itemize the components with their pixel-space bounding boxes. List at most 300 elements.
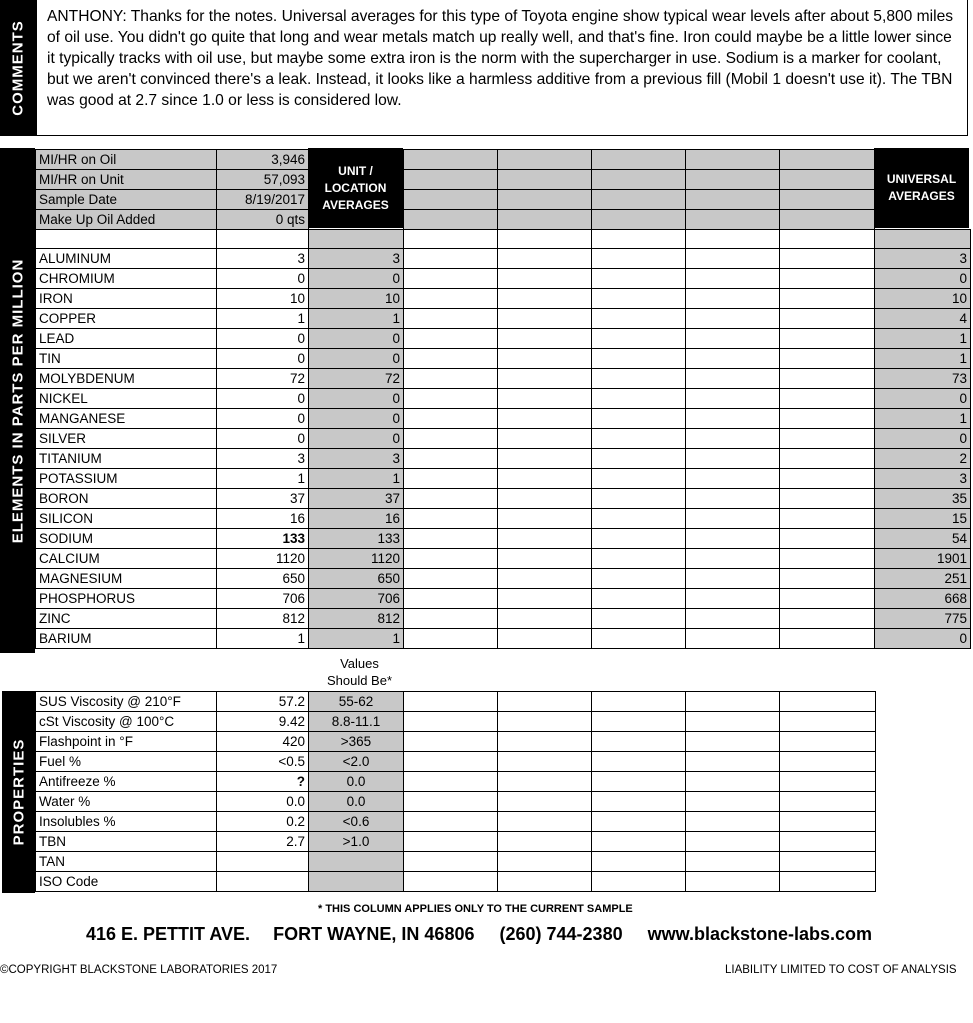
empty-cell	[592, 309, 686, 329]
empty-cell	[686, 289, 780, 309]
element-unit-average: 1	[309, 309, 404, 329]
empty-cell	[686, 389, 780, 409]
property-value: 9.42	[217, 712, 309, 732]
empty-cell	[780, 269, 875, 289]
properties-table	[35, 691, 876, 892]
property-value: 2.7	[217, 832, 309, 852]
table-row	[36, 692, 876, 712]
property-value	[217, 852, 309, 872]
element-sample-value: 0	[217, 389, 309, 409]
empty-cell	[780, 792, 876, 812]
empty-cell	[404, 409, 498, 429]
empty-cell	[780, 230, 875, 249]
property-name: Antifreeze %	[36, 772, 217, 792]
property-value: <0.5	[217, 752, 309, 772]
empty-cell	[592, 210, 686, 230]
empty-cell	[498, 369, 592, 389]
table-row	[36, 489, 971, 509]
element-sample-value: 37	[217, 489, 309, 509]
address-phone: (260) 744-2380	[499, 924, 623, 944]
empty-cell	[875, 230, 971, 249]
empty-cell	[592, 629, 686, 649]
empty-cell	[592, 692, 686, 712]
empty-cell	[780, 772, 876, 792]
element-name: SILICON	[36, 509, 217, 529]
header-space	[309, 170, 404, 190]
table-row	[36, 469, 971, 489]
empty-cell	[686, 732, 780, 752]
property-should-be: >365	[309, 732, 404, 752]
property-value: 0.0	[217, 792, 309, 812]
empty-cell	[404, 792, 498, 812]
element-sample-value: 72	[217, 369, 309, 389]
element-sample-value: 10	[217, 289, 309, 309]
empty-cell	[404, 429, 498, 449]
element-universal-average: 775	[875, 609, 971, 629]
property-name: Flashpoint in °F	[36, 732, 217, 752]
empty-cell	[217, 230, 309, 249]
element-name: ALUMINUM	[36, 249, 217, 269]
empty-cell	[686, 529, 780, 549]
element-sample-value: 0	[217, 429, 309, 449]
table-row	[36, 752, 876, 772]
element-unit-average: 1120	[309, 549, 404, 569]
element-unit-average: 133	[309, 529, 404, 549]
element-name: SILVER	[36, 429, 217, 449]
element-unit-average: 10	[309, 289, 404, 309]
info-value: 8/19/2017	[217, 190, 309, 210]
empty-cell	[592, 269, 686, 289]
property-should-be	[309, 852, 404, 872]
property-name: Insolubles %	[36, 812, 217, 832]
empty-cell	[592, 150, 686, 170]
element-sample-value: 133	[217, 529, 309, 549]
empty-cell	[780, 489, 875, 509]
empty-cell	[404, 389, 498, 409]
empty-cell	[404, 289, 498, 309]
elements-table	[35, 149, 971, 649]
property-name: ISO Code	[36, 872, 217, 892]
empty-cell	[686, 812, 780, 832]
table-row	[36, 409, 971, 429]
empty-cell	[780, 389, 875, 409]
empty-cell	[592, 872, 686, 892]
element-sample-value: 0	[217, 349, 309, 369]
element-unit-average: 3	[309, 249, 404, 269]
element-universal-average: 35	[875, 489, 971, 509]
info-label: Sample Date	[36, 190, 217, 210]
empty-cell	[780, 349, 875, 369]
property-value	[217, 872, 309, 892]
table-row	[36, 852, 876, 872]
empty-cell	[404, 210, 498, 230]
empty-cell	[780, 712, 876, 732]
empty-cell	[686, 792, 780, 812]
empty-cell	[498, 549, 592, 569]
empty-cell	[592, 369, 686, 389]
table-row	[36, 289, 971, 309]
unit-location-averages-header: UNIT / LOCATION AVERAGES	[308, 148, 403, 228]
element-name: CHROMIUM	[36, 269, 217, 289]
empty-cell	[686, 170, 780, 190]
empty-cell	[686, 409, 780, 429]
table-row	[36, 269, 971, 289]
element-unit-average: 0	[309, 429, 404, 449]
empty-cell	[780, 692, 876, 712]
element-universal-average: 668	[875, 589, 971, 609]
values-should-be-label: Values Should Be*	[326, 656, 393, 688]
empty-cell	[592, 549, 686, 569]
empty-cell	[592, 812, 686, 832]
empty-cell	[592, 732, 686, 752]
address-street: 416 E. PETTIT AVE.	[86, 924, 251, 944]
property-name: TBN	[36, 832, 217, 852]
empty-cell	[498, 609, 592, 629]
liability-text: LIABILITY LIMITED TO COST OF ANALYSIS	[725, 964, 957, 976]
table-row	[36, 832, 876, 852]
empty-cell	[592, 429, 686, 449]
empty-cell	[498, 469, 592, 489]
empty-cell	[780, 832, 876, 852]
property-name: TAN	[36, 852, 217, 872]
info-row	[36, 170, 971, 190]
element-name: MANGANESE	[36, 409, 217, 429]
empty-cell	[592, 389, 686, 409]
empty-cell	[686, 190, 780, 210]
empty-cell	[686, 772, 780, 792]
info-row	[36, 210, 971, 230]
empty-cell	[404, 629, 498, 649]
empty-cell	[686, 629, 780, 649]
empty-cell	[592, 529, 686, 549]
element-universal-average: 54	[875, 529, 971, 549]
column-note: * THIS COLUMN APPLIES ONLY TO THE CURRENT SAMPLE	[318, 903, 633, 915]
empty-cell	[498, 772, 592, 792]
element-sample-value: 0	[217, 329, 309, 349]
element-universal-average: 0	[875, 629, 971, 649]
empty-cell	[780, 529, 875, 549]
table-row	[36, 309, 971, 329]
property-should-be: 0.0	[309, 772, 404, 792]
empty-cell	[498, 812, 592, 832]
table-row	[36, 872, 876, 892]
address-city: FORT WAYNE, IN 46806	[273, 924, 475, 944]
empty-cell	[498, 832, 592, 852]
property-name: Water %	[36, 792, 217, 812]
empty-cell	[592, 589, 686, 609]
empty-cell	[498, 509, 592, 529]
empty-cell	[404, 852, 498, 872]
empty-cell	[404, 772, 498, 792]
empty-cell	[498, 249, 592, 269]
element-universal-average: 4	[875, 309, 971, 329]
info-value: 3,946	[217, 150, 309, 170]
empty-cell	[592, 349, 686, 369]
table-row	[36, 449, 971, 469]
empty-cell	[404, 329, 498, 349]
empty-cell	[686, 369, 780, 389]
element-sample-value: 1	[217, 469, 309, 489]
empty-cell	[686, 230, 780, 249]
element-name: ZINC	[36, 609, 217, 629]
element-sample-value: 0	[217, 269, 309, 289]
property-should-be: <0.6	[309, 812, 404, 832]
empty-cell	[498, 349, 592, 369]
element-unit-average: 37	[309, 489, 404, 509]
lab-address	[86, 924, 872, 945]
empty-cell	[404, 712, 498, 732]
element-name: TIN	[36, 349, 217, 369]
empty-cell	[686, 589, 780, 609]
empty-cell	[498, 389, 592, 409]
empty-cell	[498, 150, 592, 170]
empty-cell	[592, 752, 686, 772]
empty-cell	[686, 249, 780, 269]
element-name: COPPER	[36, 309, 217, 329]
empty-cell	[686, 429, 780, 449]
table-row	[36, 792, 876, 812]
element-name: MOLYBDENUM	[36, 369, 217, 389]
empty-cell	[686, 569, 780, 589]
empty-cell	[592, 449, 686, 469]
property-value: ?	[217, 772, 309, 792]
empty-cell	[404, 529, 498, 549]
empty-cell	[780, 752, 876, 772]
empty-cell	[780, 329, 875, 349]
empty-cell	[404, 589, 498, 609]
element-universal-average: 0	[875, 429, 971, 449]
empty-cell	[592, 329, 686, 349]
property-should-be: <2.0	[309, 752, 404, 772]
empty-cell	[686, 469, 780, 489]
element-unit-average: 72	[309, 369, 404, 389]
element-name: BORON	[36, 489, 217, 509]
table-row	[36, 712, 876, 732]
empty-cell	[498, 589, 592, 609]
elements-side-label: ELEMENTS IN PARTS PER MILLION	[0, 148, 35, 653]
empty-cell	[592, 569, 686, 589]
empty-cell	[498, 792, 592, 812]
element-unit-average: 1	[309, 629, 404, 649]
element-universal-average: 15	[875, 509, 971, 529]
element-universal-average: 251	[875, 569, 971, 589]
element-name: SODIUM	[36, 529, 217, 549]
empty-cell	[404, 549, 498, 569]
table-row	[36, 812, 876, 832]
table-row	[36, 732, 876, 752]
empty-cell	[780, 732, 876, 752]
table-row	[36, 772, 876, 792]
empty-cell	[498, 269, 592, 289]
table-row	[36, 569, 971, 589]
empty-cell	[498, 190, 592, 210]
empty-cell	[592, 170, 686, 190]
property-value: 420	[217, 732, 309, 752]
empty-cell	[686, 329, 780, 349]
property-name: SUS Viscosity @ 210°F	[36, 692, 217, 712]
element-sample-value: 0	[217, 409, 309, 429]
empty-cell	[686, 269, 780, 289]
empty-cell	[404, 752, 498, 772]
empty-cell	[780, 812, 876, 832]
empty-cell	[498, 852, 592, 872]
empty-cell	[404, 190, 498, 210]
header-space	[309, 190, 404, 210]
element-unit-average: 0	[309, 409, 404, 429]
empty-cell	[686, 449, 780, 469]
property-value: 57.2	[217, 692, 309, 712]
info-row	[36, 190, 971, 210]
empty-cell	[498, 489, 592, 509]
info-label: MI/HR on Oil	[36, 150, 217, 170]
copyright-text: ©COPYRIGHT BLACKSTONE LABORATORIES 2017	[0, 964, 278, 976]
empty-cell	[780, 569, 875, 589]
table-row	[36, 429, 971, 449]
element-name: MAGNESIUM	[36, 569, 217, 589]
empty-cell	[404, 170, 498, 190]
element-unit-average: 1	[309, 469, 404, 489]
empty-cell	[404, 469, 498, 489]
spacer-row	[36, 230, 971, 249]
empty-cell	[404, 230, 498, 249]
empty-cell	[404, 832, 498, 852]
empty-cell	[686, 549, 780, 569]
empty-cell	[498, 629, 592, 649]
info-value: 0 qts	[217, 210, 309, 230]
empty-cell	[592, 489, 686, 509]
empty-cell	[592, 792, 686, 812]
empty-cell	[404, 269, 498, 289]
empty-cell	[498, 289, 592, 309]
empty-cell	[404, 692, 498, 712]
info-label: Make Up Oil Added	[36, 210, 217, 230]
element-sample-value: 1	[217, 629, 309, 649]
empty-cell	[780, 609, 875, 629]
empty-cell	[404, 449, 498, 469]
element-universal-average: 10	[875, 289, 971, 309]
element-name: LEAD	[36, 329, 217, 349]
property-should-be: 8.8-11.1	[309, 712, 404, 732]
table-row	[36, 369, 971, 389]
empty-cell	[780, 170, 875, 190]
empty-cell	[780, 190, 875, 210]
empty-cell	[686, 509, 780, 529]
address-web[interactable]: www.blackstone-labs.com	[647, 924, 873, 944]
empty-cell	[780, 449, 875, 469]
empty-cell	[404, 732, 498, 752]
element-universal-average: 1901	[875, 549, 971, 569]
element-universal-average: 1	[875, 349, 971, 369]
element-universal-average: 1	[875, 329, 971, 349]
property-should-be	[309, 872, 404, 892]
element-unit-average: 812	[309, 609, 404, 629]
element-universal-average: 3	[875, 469, 971, 489]
table-row	[36, 329, 971, 349]
empty-cell	[592, 289, 686, 309]
empty-cell	[592, 249, 686, 269]
table-row	[36, 609, 971, 629]
header-space	[875, 190, 971, 210]
element-sample-value: 812	[217, 609, 309, 629]
empty-cell	[780, 872, 876, 892]
empty-cell	[686, 852, 780, 872]
empty-cell	[780, 852, 876, 872]
empty-cell	[780, 210, 875, 230]
property-should-be: 55-62	[309, 692, 404, 712]
element-unit-average: 3	[309, 449, 404, 469]
element-unit-average: 16	[309, 509, 404, 529]
empty-cell	[592, 712, 686, 732]
empty-cell	[686, 309, 780, 329]
empty-cell	[780, 409, 875, 429]
empty-cell	[686, 832, 780, 852]
empty-cell	[498, 329, 592, 349]
empty-cell	[404, 872, 498, 892]
element-sample-value: 3	[217, 249, 309, 269]
element-universal-average: 0	[875, 389, 971, 409]
element-name: PHOSPHORUS	[36, 589, 217, 609]
empty-cell	[404, 249, 498, 269]
empty-cell	[498, 529, 592, 549]
empty-cell	[498, 569, 592, 589]
empty-cell	[780, 150, 875, 170]
empty-cell	[498, 449, 592, 469]
element-sample-value: 1120	[217, 549, 309, 569]
element-sample-value: 706	[217, 589, 309, 609]
property-should-be: 0.0	[309, 792, 404, 812]
empty-cell	[780, 629, 875, 649]
properties-side-label: PROPERTIES	[2, 691, 35, 893]
table-row	[36, 549, 971, 569]
empty-cell	[780, 429, 875, 449]
header-space	[309, 210, 404, 230]
empty-cell	[592, 409, 686, 429]
element-sample-value: 1	[217, 309, 309, 329]
property-name: Fuel %	[36, 752, 217, 772]
table-row	[36, 529, 971, 549]
element-name: NICKEL	[36, 389, 217, 409]
empty-cell	[780, 309, 875, 329]
element-unit-average: 650	[309, 569, 404, 589]
table-row	[36, 589, 971, 609]
empty-cell	[592, 852, 686, 872]
empty-cell	[592, 609, 686, 629]
element-sample-value: 650	[217, 569, 309, 589]
empty-cell	[592, 832, 686, 852]
empty-cell	[686, 210, 780, 230]
empty-cell	[498, 230, 592, 249]
empty-cell	[780, 509, 875, 529]
empty-cell	[404, 369, 498, 389]
element-sample-value: 16	[217, 509, 309, 529]
element-universal-average: 3	[875, 249, 971, 269]
empty-cell	[404, 509, 498, 529]
empty-cell	[404, 489, 498, 509]
element-unit-average: 0	[309, 269, 404, 289]
empty-cell	[404, 609, 498, 629]
table-row	[36, 509, 971, 529]
empty-cell	[686, 752, 780, 772]
empty-cell	[498, 752, 592, 772]
table-row	[36, 629, 971, 649]
element-name: POTASSIUM	[36, 469, 217, 489]
property-name: cSt Viscosity @ 100°C	[36, 712, 217, 732]
empty-cell	[686, 872, 780, 892]
empty-cell	[592, 190, 686, 210]
empty-cell	[498, 210, 592, 230]
element-universal-average: 73	[875, 369, 971, 389]
empty-cell	[36, 230, 217, 249]
